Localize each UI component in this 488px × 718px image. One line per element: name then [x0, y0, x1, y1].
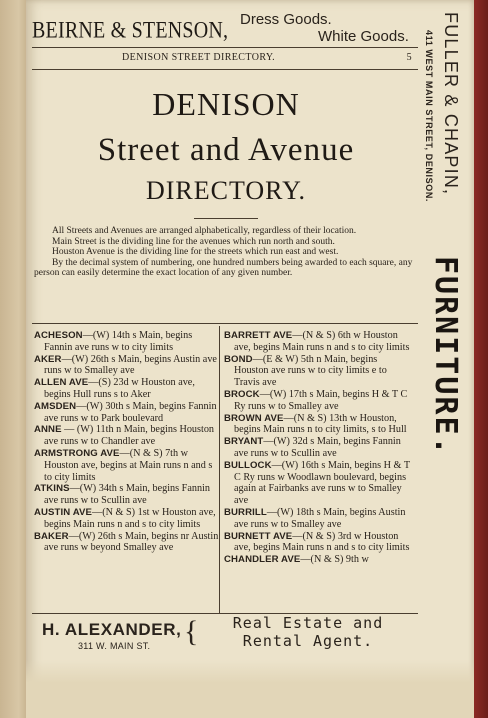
street-entry [34, 377, 220, 401]
street-description: —(W) 32d s Main, begins Fannin ave runs w to Scullin ave [234, 436, 401, 459]
street-description: —(N & S) 3rd w Houston ave, begins Main runs n and s to city limits [234, 530, 410, 554]
top-advertisement [32, 10, 420, 46]
side-ad-product: FURNITURE. [428, 256, 463, 457]
page-number: 5 [406, 52, 412, 63]
street-description: — (W) 11th n Main, begins Houston ave runs w to Chandler ave [44, 424, 215, 448]
street-description: —(W) 17th s Main, begins H & T C Ry runs w to Smalley ave [234, 388, 408, 412]
intro-rule [32, 323, 418, 324]
street-description: —(W) 34th s Main, begins Fannin ave runs w to Scullin ave [44, 483, 210, 507]
street-name: BURNETT AVE [224, 530, 293, 542]
heading-line2: Street and Avenue [97, 132, 355, 168]
street-entry [224, 330, 410, 354]
side-ad-firm: FULLER & CHAPIN, [441, 12, 461, 196]
street-name: ALLEN AVE [34, 377, 89, 389]
running-head [32, 52, 418, 66]
running-head-title: DENISON STREET DIRECTORY. [122, 52, 276, 63]
street-entry [34, 330, 220, 354]
street-description: —(W) 16th s Main, begins H & T C Ry runs w Woodlawn boulevard, begins again at Fairbanks ave runs w to Smalley ave [234, 459, 410, 507]
street-entry [224, 507, 410, 531]
street-entry [34, 483, 220, 507]
street-description: —(S) 23d w Houston ave, begins Hull runs s to Aker [44, 377, 195, 400]
street-name: AMSDEN [34, 400, 77, 412]
street-entry [224, 389, 410, 413]
street-description: —(N & S) 9th w [300, 554, 369, 566]
street-name: ACHESON [34, 330, 83, 341]
street-name: BROCK [224, 388, 260, 400]
street-name: BARRETT AVE [224, 330, 293, 341]
street-entry [34, 448, 220, 483]
page-shadow [26, 660, 474, 718]
street-description: —(E & W) 5th n Main, begins Houston ave runs w to city limits e to Travis ave [234, 353, 387, 389]
heading-rule [194, 218, 258, 219]
street-name: BULLOCK [224, 459, 272, 471]
intro-paragraph: All Streets and Avenues are arranged alphabetically, regardless of their location. [52, 226, 357, 236]
street-entry [224, 354, 410, 389]
street-name: BRYANT [224, 436, 264, 448]
column-divider [219, 326, 220, 614]
street-entry [224, 554, 410, 566]
entries-column-left [34, 330, 220, 554]
street-description: —(N & S) 6th w Houston ave, begins Main runs n and s to city limits [234, 330, 410, 353]
street-description: —(N & S) 13th w Houston, begins Main runs n to city limits, s to Hull [234, 412, 407, 436]
street-description: —(N & S) 1st w Houston ave, begins Main runs n and s to city limits [44, 506, 216, 530]
street-entry [34, 531, 220, 555]
street-description: —(W) 18th s Main, begins Austin ave runs w to Smalley ave [234, 506, 406, 530]
side-advertisement [424, 12, 463, 632]
side-ad-address: 411 WEST MAIN STREET, DENISON. [424, 30, 434, 203]
street-name: AKER [34, 353, 62, 365]
header-rule [32, 69, 418, 70]
street-entry [224, 460, 410, 507]
book-cover-edge [474, 0, 488, 718]
top-ad-goods-line2: White Goods. [318, 28, 409, 45]
street-description: —(W) 14th s Main, begins Fannin ave runs w to city limits [44, 330, 193, 353]
bottom-ad-address: 311 W. MAIN ST. [78, 641, 151, 651]
street-entry [34, 354, 220, 378]
top-ad-goods-line1: Dress Goods. [240, 11, 332, 28]
street-entry [224, 531, 410, 555]
brace-glyph: { [184, 615, 199, 648]
heading-line1: DENISON [152, 86, 300, 122]
intro-paragraph: Houston Avenue is the dividing line for the streets which run east and west. [52, 247, 339, 258]
street-name: AUSTIN AVE [34, 506, 93, 518]
street-entry [34, 401, 220, 425]
street-name: ATKINS [34, 483, 70, 495]
intro-paragraph: Main Street is the dividing line for the avenues which run north and south. [52, 236, 335, 247]
heading-line3: DIRECTORY. [145, 176, 307, 205]
street-name: ANNE [34, 424, 62, 436]
directory-page [26, 0, 474, 718]
bottom-ad-line2: Rental Agent. [242, 632, 374, 650]
street-description: —(W) 26th s Main, begins Austin ave runs w to Smalley ave [44, 353, 217, 377]
street-name: BROWN AVE [224, 412, 284, 424]
street-entry [224, 436, 410, 460]
top-rule [32, 47, 418, 48]
street-entry [34, 507, 220, 531]
street-name: BAKER [34, 530, 69, 542]
intro-text [34, 226, 418, 279]
street-name: BOND [224, 353, 253, 365]
street-name: ARMSTRONG AVE [34, 447, 120, 459]
street-description: —(W) 26th s Main, begins nr Austin ave runs w beyond Smalley ave [44, 530, 219, 554]
street-entry [34, 424, 220, 448]
intro-paragraph: By the decimal system of numbering, one hundred numbers being awarded to each square, any person can easily determine the exact location of any given number. [34, 257, 413, 279]
entries-column-right [224, 330, 410, 566]
street-description: —(N & S) 7th w Houston ave, begins at Main runs n and s to city limits [44, 447, 213, 483]
street-description: —(W) 30th s Main, begins Fannin ave runs w to Park boulevard [44, 400, 217, 424]
street-name: CHANDLER AVE [224, 554, 301, 566]
street-entry [224, 413, 410, 437]
street-name: BURRILL [224, 506, 267, 518]
bottom-ad-line1: Real Estate and [232, 614, 384, 632]
top-ad-firm: BEIRNE & STENSON, [32, 18, 229, 44]
bottom-ad-name: H. ALEXANDER, [42, 620, 182, 639]
